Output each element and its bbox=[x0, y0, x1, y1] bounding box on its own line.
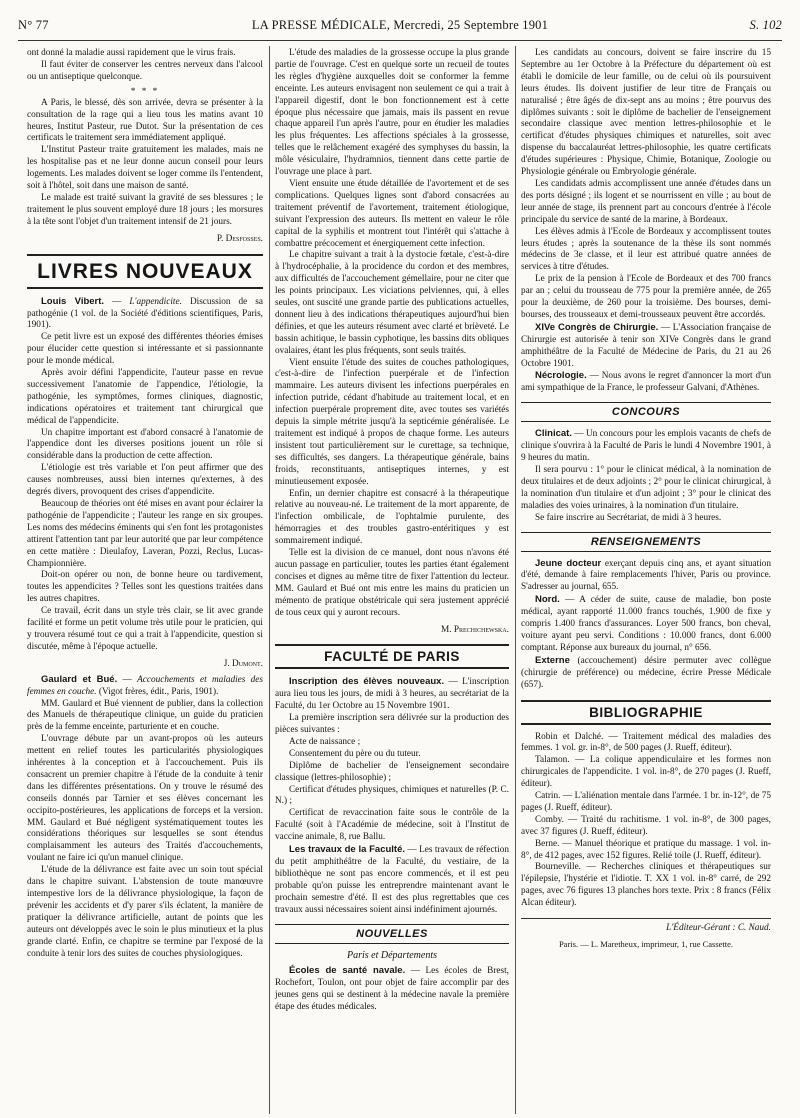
column-1: ont donné la maladie aussi rapidement que le virus frais. Il faut éviter de conserver les centres nerveux dans l'alcool ou un antiseptique quelconque. * * * A Paris, le blessé, dès son arrivée, devra se présenter à la consultation de la rage qui a lieu tous les matins avant 10 heures, Institut Pasteur, rue Dutot. Sur la présentation de ces certificats le traitement sera immédiatement appliqué. L'Institut Pasteur traite gratuitement les malades, mais ne les hospitalise pas et ne leur donne aucun conseil pour leurs logements. Les malades doivent se loger comme ils l'entendent, soit à l'hôtel, soit dans une maison de santé. Le malade est traité suivant la gravité de ses blessures ; le traitement le plus souvent employé dure 18 jours ; les morsures à la tête sont l'objet d'un traitement intensif de 21 jours. P. Desfosses. LIVRES NOUVEAUX Louis Vibert. — L'appendicite. Discussion de sa pathogénie (1 vol. de la Société d'éditions scientifiques, Paris, 1901). Ce petit livre est un exposé des différentes théories émises pour élucider cette question si intéressante et si passionnante pour le monde médical. Après avoir défini l'appendicite, l'auteur passe en revue successivement l'anatomie de l'appendice, l'étiologie, la pathogénie, les symptômes, formes cliniques, diagnostic, indications opératoires et traitement tant chirurgical que médical de l'appendicite. Un chapitre important est d'abord consacré à l'anatomie de l'appendice dont les diverses positions jouent un rôle si considérable dans la production de cette affection. L'étiologie est très variable et l'on peut affirmer que des causes nombreuses, aussi bien internes qu'externes, à des degrés divers, provoquent des crises d'appendicite. Beaucoup de théories ont été mises en avant pour éclairer la pathogénie de l'appendicite ; l'auteur les range en six groupes. Les noms des médecins éminents qui s'en font les protagonistes attirent l'attention tant par leur autorité que par leur compétence en cette matière : Dieulafoy, Laveran, Pozzi, Reclus, Lucas-Championnière. Doit-on opérer ou non, de bonne heure ou tardivement, toutes les appendicites ? Telles sont les questions traitées dans les autres chapitres. Ce travail, écrit dans un style très clair, se lit avec grande facilité et forme un petit volume très utile pour le praticien, qui y trouvera résumé tout ce qui a trait à l'appendicite, question si discutée, même à l'époque actuelle. J. Dumont. Gaulard et Bué. — Accouchements et maladies des femmes en couche. (Vigot frères, édit., Paris, 1901). MM. Gaulard et Bué viennent de publier, dans la collection des Manuels de thérapeutique clinique, un guide du praticien près de la femme enceinte, parturiente et en couche. L'ouvrage débute par un avant-propos où les auteurs mettent en relief toutes les particularités physiologiques inhérentes à la conception et à l'accouchement. Puis ils consacrent un premier chapitre à l'étude de la conduite à tenir dans les différentes présentations. On y trouve le résumé des conseils donnés par Tarnier et ses élèves concernant les occipito-postérieures, les applications de forceps et la version. MM. Gaulard et Bué négligent systématiquement toutes les considérations théoriques sur lesquelles se sont étendus complaisamment les auteurs des Traités d'accouchements, voulant ne faire ici qu'un manuel clinique. L'étude de la délivrance est faite avec un soin tout spécial dans le chapitre suivant. L'abstension de toute manœuvre intempestive lors de la délivrance physiologique, la façon de prévenir les accidents et d'y parer s'ils éclatent, la manière de pratiquer la délivrance artificielle, autant de points que les auteurs ont développés avec le soin le plus minutieux et la plus grande clarté. Enfin, ce chapitre se termine par l'exposé de la conduite à tenir lors des suites de couches physiologiques. bbox=[27, 48, 264, 959]
paragraph: Vient ensuite l'étude des suites de couches pathologiques, c'est-à-dire de l'infection puerpérale et de l'infection mammaire. Les auteurs divisent les infections puerpérales en infection putride, cédant d'habitude au traitement local, et en infection puerpérale proprement dite, avec toutes ses variétés depuis la simple métrite jusqu'à la septicémie généralisée. Le traitement est indiqué à propos de chaque forme. Les auteurs insistent tout particulièrement sur le curettage, sa technique, ses difficultés, ses dangers. La thérapeutique générale, bains froids, reconstituants, antiseptiques internes, y est minutieusement exposée. bbox=[275, 357, 509, 487]
list-item: Consentement du père ou du tuteur. bbox=[289, 748, 421, 759]
review-author: Louis Vibert. bbox=[41, 295, 105, 307]
item-lead: Nécrologie. bbox=[535, 370, 587, 382]
paragraph: ont donné la maladie aussi rapidement que le virus frais. bbox=[27, 48, 236, 58]
item-text: (accouchement) désire permuter avec collègue (chirurgie de préférence) ou médecine, écrire Presse Médicale (657). bbox=[521, 655, 771, 690]
paragraph: Vient ensuite une étude détaillée de l'avortement et de ses complications. Quelques lignes sont d'abord consacrées au traitement préventif de l'avortement, traitement étiologique, suivant l'expression des auteurs. Ils mettent en valeur le rôle capital de la syphilis et montrent tout l'intérêt qui s'attache à combattre précocement et énergiquement cette infection. bbox=[275, 178, 509, 249]
list-item: Acte de naissance ; bbox=[289, 736, 361, 747]
item-text: — Nous avons le regret d'annoncer la mort d'un ami sympathique de la France, le professeur Galvani, d'Athènes. bbox=[521, 371, 772, 394]
bibliography-entry: Catrin. — L'aliénation mentale dans l'armée. 1 br. in-12°, de 75 pages (J. Rueff, éditeur). bbox=[521, 791, 771, 813]
item-lead: Écoles de santé navale. bbox=[289, 965, 406, 977]
paragraph: Telle est la division de ce manuel, dont nous n'avons été aucun passage en particulier, toutes les parties étant également concises et dignes au même titre de fixer l'attention du lecteur. MM. Gaulard et Bué ont mis entre les mains du praticien un mémento de pratique obstétricale qui sera justement apprécié de tous ceux qui y auront recours. bbox=[275, 548, 509, 618]
paragraph: Enfin, un dernier chapitre est consacré à la thérapeutique relative au nouveau-né. Le traitement de la mort apparente, de l'infection ombilicale, de l'ophtalmie purulente, des hémorragies et des troubles gastro-entéritiques y est sommairement indiqué. bbox=[275, 488, 509, 547]
bibliography-entry: Comby. — Traité du rachitisme. 1 vol. in-8°, de 300 pages, avec 37 figures (J. Rueff, éditeur). bbox=[521, 814, 771, 837]
journal-title: LA PRESSE MÉDICALE, Mercredi, 25 Septembre 1901 bbox=[251, 18, 549, 32]
section-title-livres: LIVRES NOUVEAUX bbox=[27, 254, 263, 289]
paragraph: Doit-on opérer ou non, de bonne heure ou tardivement, toutes les appendicites ? Telles sont les questions traitées dans les autres chapitres. bbox=[27, 570, 263, 605]
paragraph: MM. Gaulard et Bué viennent de publier, dans la collection des Manuels de thérapeutique clinique, un guide du praticien près de la femme enceinte, parturiente et en couche. bbox=[27, 698, 263, 733]
bibliography-entry: Bourneville. — Recherches cliniques et thérapeutiques sur l'épilepsie, l'hystérie et l'idiotie. T. XX 1 vol. in-8° carré, de 292 pages, avec 76 figures 13 planches hors texte. Prix : 8 francs (Félix Alcan éditeur). bbox=[521, 862, 771, 909]
paragraph: L'étude des maladies de la grossesse occupe la plus grande partie de l'ouvrage. C'est en quelque sorte un recueil de toutes les règles d'hygiène auxquelles doit se conformer la femme enceinte. Les auteurs envisagent non seulement ce qui a trait à l'appareil digestif, dont le bon fonctionnement est à cette époque plus nécessaire que jamais, mais ils passent en revue chaque appareil l'un après l'autre, pour en étudier les maladies les plus fréquentes. Les affections spéciales à la grossesse, telles que le relâchement exagéré des symphyses du bassin, la môle vésiculaire, l'hydramnios, tiennent dans cette partie de l'ouvrage une place à part. bbox=[275, 48, 509, 178]
paragraph: A Paris, le blessé, dès son arrivée, devra se présenter à la consultation de la rage qui a lieu tous les matins avant 10 heures, Institut Pasteur, rue Dutot. Sur la présentation de ces certificats le traitement sera immédiatement appliqué. bbox=[27, 97, 263, 144]
item-lead: Nord. bbox=[535, 594, 560, 606]
column-3 bbox=[521, 48, 771, 1116]
item-text: — A céder de suite, cause de maladie, bon poste médical, ayant rapporté 11.000 francs touchés, 1.900 de fixe y compris 1.400 francs d'assurances. Loyer 500 francs, bon cheval, voiture ayant peu servi. Conditions : 10.000 francs, dont 6.000 comptant. Réponse aux bureaux du journal, n° 656. bbox=[521, 595, 771, 653]
item-lead: Inscription des élèves nouveaux. bbox=[289, 676, 445, 688]
paragraph: Les candidats au concours, doivent se faire inscrire du 15 Septembre au 1er Octobre à la Préfecture du département où est établi le domicile de leur famille, ou de celui où ils poursuivent leurs études. Ils doivent justifier de leur titre de Français ou naturalisé ; être âgés de dix-sept ans au moins ; être pourvus des diplômes suivants : soit le diplôme de bachelier de l'enseignement secondaire classique avec mention lettres-philosophie et le certificat d'études physiques chimiques et naturelles, soit avec dispense du baccalauréat lettres-philosophie, les quatre certificats d'études supérieures : Physique, Chimie, Botanique, Zoologie ou Physiologie générale ou Embryologie générale. bbox=[521, 48, 771, 178]
signature: M. Prechichewska. bbox=[441, 624, 509, 635]
section-title-renseignements: RENSEIGNEMENTS bbox=[521, 532, 771, 552]
paragraph: Se faire inscrire au Secrétariat, de midi à 3 heures. bbox=[535, 512, 722, 523]
item-text: — L'Association française de Chirurgie est autorisée à tenir son XIVe Congrès dans le grand amphithéâtre de la Faculté de Médecine de Paris, du 21 au 26 Octobre 1901. bbox=[521, 322, 771, 369]
page-number: S. 102 bbox=[749, 18, 782, 32]
paragraph: L'Institut Pasteur traite gratuitement les malades, mais ne les hospitalise pas et ne leur donne aucun conseil pour leurs logements. Les malades doivent se loger comme ils l'entendent, soit à l'hôtel, soit dans une maison de santé. bbox=[27, 145, 263, 192]
column-divider-1 bbox=[269, 46, 270, 1114]
item-lead: Les travaux de la Faculté. bbox=[289, 844, 406, 856]
item-text: — Les travaux de réfection du petit amphithéâtre de la Faculté, du vestiaire, de la bibliothèque ne sont pas encore commencés, et il est peu probable qu'on puisse les entreprendre maintenant avant le prochain semestre d'été. Il est des plus regrettables que ces travaux aussi nécessaires soient ainsi indéfiniment ajournés. bbox=[275, 845, 509, 915]
printer-line: Paris. — L. Maretheux, imprimeur, 1, rue Cassette. bbox=[558, 939, 734, 949]
item-text: — L'inscription aura lieu tous les jours, de midi à 3 heures, au secrétariat de la Faculté, du 1er Octobre au 15 Novembre 1901. bbox=[275, 677, 509, 712]
bibliography-entry: Talamon. — La colique appendiculaire et les formes non chirurgicales de l'appendicite. 1 vol. in-8°, de 270 pages (J. Rueff, éditeur). bbox=[521, 755, 771, 790]
item-lead: XIVe Congrès de Chirurgie. bbox=[535, 321, 659, 333]
review-book-title: Accouchements et maladies des femmes en couche. bbox=[27, 674, 264, 697]
item-lead: Clinicat. bbox=[535, 428, 572, 440]
item-lead: Jeune docteur bbox=[535, 557, 602, 569]
editor-gerant: L'Éditeur-Gérant : C. Naud. bbox=[521, 918, 771, 935]
item-lead: Externe bbox=[535, 654, 570, 666]
header-rule bbox=[18, 40, 782, 41]
paragraph: La première inscription sera délivrée sur la production des pièces suivantes : bbox=[275, 713, 509, 736]
review-publication: Discussion de sa pathogénie (1 vol. de la Société d'éditions scientifiques, Paris, 1901). bbox=[27, 296, 263, 331]
paragraph: Il faut éviter de conserver les centres nerveux dans l'alcool ou un antiseptique quelconque. bbox=[27, 59, 263, 82]
paragraph: Beaucoup de théories ont été mises en avant pour éclairer la pathogénie de l'appendicite ; l'auteur les range en six groupes. Les noms des médecins éminents qui s'en font les protagonistes attirent l'attention tant par leur autorité que par leur compétence en cette matière : Dieulafoy, Laveran, Pozzi, Reclus, Lucas-Championnière. bbox=[27, 499, 263, 569]
issue-number: N° 77 bbox=[18, 18, 49, 32]
review-book-title: L'appendicite. bbox=[129, 296, 182, 307]
bibliography-entry: Berne. — Manuel théorique et pratique du massage. 1 vol. in-8°, de 412 pages, avec 152 figures. Relié toile (J. Rueff, éditeur). bbox=[521, 838, 771, 861]
list-item: Diplôme de bachelier de l'enseignement secondaire classique (lettres-philosophie) ; bbox=[275, 760, 509, 783]
item-text: — Les écoles de Brest, Rochefort, Toulon, ont pour objet de faire accomplir par des jeunes gens qui se destinent à la médecine navale la première étape des études médicales. bbox=[275, 966, 509, 1013]
review-publication: (Vigot frères, édit., Paris, 1901). bbox=[98, 686, 219, 697]
paragraph: Ce petit livre est un exposé des différentes théories émises pour élucider cette question si intéressante et si passionnante pour le monde médical. bbox=[27, 332, 263, 367]
page-header bbox=[18, 18, 782, 34]
paragraph: Les élèves admis à l'Ecole de Bordeaux y accomplissent toutes leurs études ; après la soutenance de la thèse ils sont nommés médecins de 3e classe, et il leur est attribué quatre années de services à titre d'études. bbox=[521, 226, 771, 273]
separator-stars: * * * bbox=[130, 86, 160, 97]
signature: J. Dumont. bbox=[223, 658, 263, 669]
item-text: — Un concours pour les emplois vacants de chefs de clinique s'ouvrira à la Faculté de Paris le lundi 4 Novembre 1901, à 9 heures du matin. bbox=[521, 429, 771, 464]
column-divider-2 bbox=[515, 46, 516, 1114]
review-author: Gaulard et Bué. bbox=[41, 673, 118, 685]
bibliography-entry: Robin et Dalché. — Traitement médical des maladies des femmes. 1 vol. gr. in-8°, de 500 pages (J. Rueff, éditeur). bbox=[521, 731, 771, 754]
section-title-faculte: FACULTÉ DE PARIS bbox=[275, 644, 509, 669]
signature: P. Desfosses. bbox=[216, 233, 263, 244]
paragraph: Le malade est traité suivant la gravité de ses blessures ; le traitement le plus souvent employé dure 18 jours ; les morsures à la tête sont l'objet d'un traitement intensif de 21 jours. bbox=[27, 192, 263, 227]
paragraph: L'étude de la délivrance est faite avec un soin tout spécial dans le chapitre suivant. L'abstension de toute manœuvre intempestive lors de la délivrance physiologique, la façon de prévenir les accidents et d'y parer s'ils éclatent, la manière de pratiquer la délivrance artificielle, autant de points que les auteurs ont développés avec le soin le plus minutieux et la plus grande clarté. Enfin, ce chapitre se termine par l'exposé de la conduite à tenir lors des suites de couches physiologiques. bbox=[27, 865, 263, 959]
column-2 bbox=[275, 48, 509, 1116]
paragraph: L'étiologie est très variable et l'on peut affirmer que des causes nombreuses, aussi bien internes qu'externes, à des degrés divers, provoquent des crises d'appendicite. bbox=[27, 463, 263, 498]
section-title-bibliographie: BIBLIOGRAPHIE bbox=[521, 700, 771, 725]
paragraph: Le prix de la pension à l'Ecole de Bordeaux et des 700 francs par an ; celui du trousseau de 775 pour la première année, de 265 pour la deuxième, de 260 pour la troisième. Des bourses, demi-bourses, des trousseaux et demi-trousseaux peuvent être accordés. bbox=[521, 274, 771, 320]
section-title-nouvelles: NOUVELLES bbox=[275, 924, 509, 944]
list-item: Certificat d'études physiques, chimiques et naturelles (P. C. N.) ; bbox=[275, 784, 509, 807]
paragraph: Il sera pourvu : 1° pour le clinicat médical, à la nomination de deux titulaires et de deux adjoints ; 2° pour le clinicat chirurgical, à la nomination d'un titulaire et d'un adjoint ; 3° pour le clinicat des maladies des voies urinaires, à la nomination d'un titulaire. bbox=[521, 465, 771, 511]
section-subtitle: Paris et Départements bbox=[347, 949, 437, 961]
paragraph: Le chapitre suivant a trait à la dystocie fœtale, c'est-à-dire à l'hydrocéphalie, à la procidence du cordon et des membres, aux difficultés de l'accouchement gémellaire, pour ne citer que les points principaux. Les viciations pelviennes, qui, à elles seules, ont suscité une grande partie des publications actuelles, donnent lieu à des indications thérapeutiques aujourd'hui bien définies, et que les auteurs résument avec clarté et brièveté. Le bassin achitique, le bassin cyphotique, les bassins dits obliques ovalaires, étant les plus fréquents, sont seuls traités. bbox=[275, 250, 509, 356]
paragraph: L'ouvrage débute par un avant-propos où les auteurs mettent en relief toutes les particularités physiologiques inhérentes à la conception et à l'accouchement. Puis ils consacrent un premier chapitre à l'étude de la conduite à tenir dans les différentes présentations. On y trouve le résumé des conseils donnés par Tarnier et ses élèves concernant les occipito-postérieures, les applications de forceps et la version. MM. Gaulard et Bué négligent systématiquement toutes les considérations théoriques sur lesquelles se sont étendus complaisamment les auteurs des Traités d'accouchements, voulant ne faire ici qu'un manuel clinique. bbox=[27, 734, 263, 864]
section-title-concours: CONCOURS bbox=[521, 402, 771, 422]
item-text: exerçant depuis cinq ans, et ayant situation d'été, demande à faire remplacements l'hiver, Paris ou province. S'adresser au journal, 655. bbox=[521, 558, 772, 593]
paragraph: Les candidats admis accomplissent une année d'études dans un des ports désigné ; ils logent et se nourrissent en ville ; au bout de leur année de stage, ils prennent part au concours d'entrée à l'école principale du service de santé de la marine, à Bordeaux. bbox=[521, 178, 771, 225]
list-item: Certificat de revaccination faite sous le contrôle de la Faculté (soit à l'Académie de médecine, soit à l'Institut de vaccine animale, 8, rue Ballu. bbox=[275, 808, 509, 843]
paragraph: Ce travail, écrit dans un style très clair, se lit avec grande facilité et forme un petit volume très utile pour le praticien, qui y trouvera résumé tout ce qui a trait à l'appendicite, question si discutée, même à l'époque actuelle. bbox=[27, 606, 263, 652]
paragraph: Après avoir défini l'appendicite, l'auteur passe en revue successivement l'anatomie de l'appendice, l'étiologie, la pathogénie, les symptômes, formes cliniques, diagnostic, indications opératoires et traitement tant chirurgical que médical de l'appendicite. bbox=[27, 368, 263, 426]
paragraph: Un chapitre important est d'abord consacré à l'anatomie de l'appendice dont les diverses positions jouent un rôle si considérable dans la production de cette affection. bbox=[27, 427, 263, 462]
